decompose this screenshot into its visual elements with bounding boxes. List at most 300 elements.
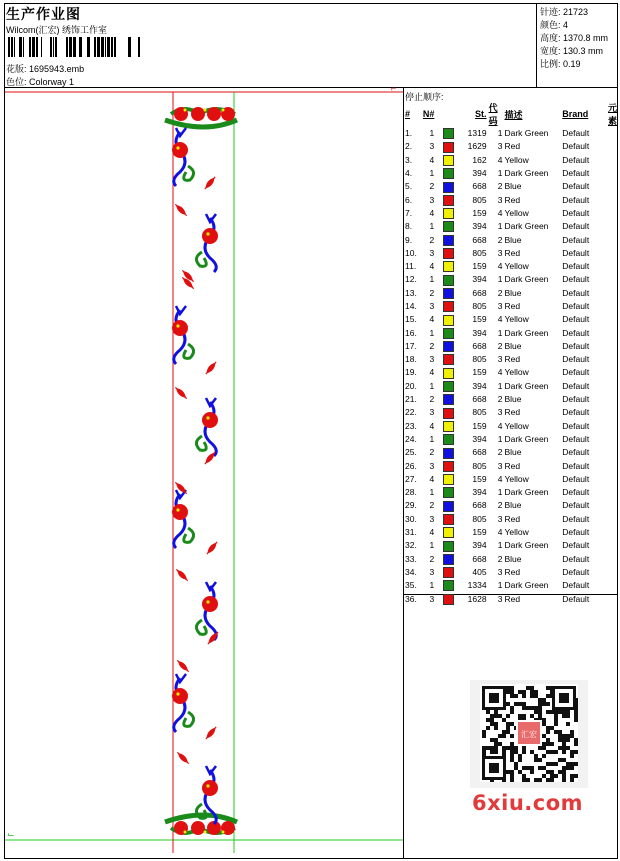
row-needle: 4: [429, 473, 435, 484]
row-index: 1.: [405, 128, 413, 139]
row-stitches: 668: [472, 287, 487, 298]
row-brand: Default: [562, 487, 590, 498]
table-row: [404, 513, 618, 526]
table-row: [404, 486, 618, 499]
flower-motif: [172, 490, 194, 548]
row-stitches: 668: [472, 447, 487, 458]
row-description: Dark Green: [504, 433, 549, 444]
color-swatch: [443, 594, 454, 605]
row-stitches: 805: [472, 407, 487, 418]
row-stitches: 159: [472, 420, 487, 431]
row-swatch: [442, 393, 458, 406]
row-description: Blue: [504, 394, 522, 405]
table-row: [404, 287, 618, 300]
row-brand: Default: [562, 580, 590, 591]
canvas-origin-marker: ⌙: [7, 829, 15, 839]
row-stitches: 1628: [467, 593, 487, 604]
leaf-motif: [176, 659, 191, 674]
embroidery-preview: [5, 88, 403, 858]
row-swatch: [442, 553, 458, 566]
row-brand: Default: [562, 407, 590, 418]
row-stitches: 805: [472, 301, 487, 311]
row-brand: Default: [562, 593, 590, 604]
row-index: 9.: [405, 234, 413, 245]
row-brand: Default: [562, 128, 590, 139]
color-swatch: [443, 421, 454, 432]
row-index: 26.: [405, 460, 417, 471]
row-swatch: [442, 220, 458, 233]
table-row: [404, 127, 618, 140]
row-code: 1: [497, 380, 503, 391]
color-swatch: [443, 448, 454, 459]
leaf-motif: [176, 751, 191, 766]
row-index: 25.: [405, 447, 417, 458]
color-swatch: [443, 288, 454, 299]
row-description: Red: [504, 407, 521, 418]
row-swatch: [442, 526, 458, 539]
row-index: 24.: [405, 433, 417, 444]
row-description: Yellow: [504, 314, 529, 325]
row-code: 1: [497, 128, 503, 139]
row-index: 36.: [405, 593, 417, 604]
row-needle: 3: [429, 566, 435, 577]
row-index: 18.: [405, 354, 417, 365]
row-code: 4: [497, 473, 503, 484]
color-swatch: [443, 142, 454, 153]
row-brand: Default: [562, 460, 590, 471]
table-row: [404, 273, 618, 286]
row-swatch: [442, 193, 458, 206]
watermark-text: 6xiu.com: [472, 791, 584, 815]
row-code: 1: [497, 433, 503, 444]
row-needle: 3: [429, 354, 435, 365]
row-code: 1: [497, 540, 503, 551]
row-code: 3: [497, 407, 503, 418]
row-index: 32.: [405, 540, 417, 551]
row-stitches: 159: [472, 314, 487, 325]
row-brand: Default: [562, 194, 590, 205]
row-index: 6.: [405, 194, 413, 205]
leaf-motif: [174, 203, 189, 218]
row-description: Blue: [504, 447, 522, 458]
row-needle: 1: [429, 487, 435, 498]
design-label: 花版:: [6, 64, 27, 74]
table-row: [404, 446, 618, 459]
row-stitches: 805: [472, 354, 487, 365]
color-swatch: [443, 434, 454, 445]
color-swatch: [443, 155, 454, 166]
stats-panel: [536, 3, 618, 87]
color-swatch: [443, 208, 454, 219]
row-stitches: 159: [472, 473, 487, 484]
row-description: Blue: [504, 234, 522, 245]
row-code: 3: [497, 593, 503, 604]
color-swatch: [443, 394, 454, 405]
table-row: [404, 167, 618, 180]
col-index: #: [405, 109, 411, 119]
row-code: 4: [497, 420, 503, 431]
leaf-motif: [204, 725, 218, 740]
color-swatch: [443, 341, 454, 352]
barcode: [8, 37, 140, 57]
row-code: 2: [497, 287, 503, 298]
row-swatch: [442, 592, 458, 605]
row-index: 17.: [405, 340, 417, 351]
row-swatch: [442, 366, 458, 379]
row-needle: 3: [429, 141, 435, 152]
color-swatch: [443, 474, 454, 485]
design-file-name: 1695943.emb: [29, 64, 85, 74]
table-row: [404, 566, 618, 579]
row-swatch: [442, 140, 458, 153]
row-brand: Default: [562, 540, 590, 551]
row-index: 33.: [405, 553, 417, 564]
row-index: 23.: [405, 420, 417, 431]
leaf-motif: [206, 630, 220, 645]
row-code: 2: [497, 447, 503, 458]
row-stitches: 394: [472, 221, 487, 232]
row-brand: Default: [562, 527, 590, 538]
row-code: 2: [497, 500, 503, 511]
leaf-motif: [204, 360, 218, 375]
row-index: 19.: [405, 367, 417, 378]
row-stitches: 394: [472, 168, 487, 179]
qr-code: [470, 680, 588, 788]
row-needle: 4: [429, 207, 435, 218]
row-stitches: 394: [472, 540, 487, 551]
row-swatch: [442, 539, 458, 552]
color-swatch: [443, 554, 454, 565]
row-swatch: [442, 207, 458, 220]
row-needle: 4: [429, 261, 435, 272]
table-row: [404, 433, 618, 446]
color-swatch: [443, 315, 454, 326]
row-code: 4: [497, 154, 503, 165]
flower-motif: [196, 214, 218, 272]
row-needle: 2: [429, 340, 435, 351]
row-needle: 3: [429, 301, 435, 311]
row-needle: 4: [429, 154, 435, 165]
row-stitches: 805: [472, 513, 487, 524]
row-brand: Default: [562, 420, 590, 431]
row-swatch: [442, 499, 458, 512]
row-index: 2.: [405, 141, 413, 152]
row-swatch: [442, 486, 458, 499]
row-stitches: 1319: [467, 128, 487, 139]
row-description: Dark Green: [504, 487, 549, 498]
table-row: [404, 233, 618, 246]
row-index: 7.: [405, 207, 413, 218]
stat-width: 宽度: 130.3 mm: [540, 46, 604, 56]
stop-sequence-table: [404, 101, 618, 606]
table-row: [404, 526, 618, 539]
table-row: [404, 592, 618, 605]
row-description: Yellow: [504, 527, 529, 538]
row-needle: 1: [429, 128, 435, 139]
row-description: Red: [504, 194, 521, 205]
row-description: Blue: [504, 340, 522, 351]
flower-motif: [172, 674, 194, 732]
row-stitches: 1334: [467, 580, 487, 591]
row-needle: 2: [429, 181, 435, 192]
row-brand: Default: [562, 168, 590, 179]
flower-motif: [172, 306, 194, 364]
row-needle: 4: [429, 527, 435, 538]
row-description: Yellow: [504, 261, 529, 272]
row-brand: Default: [562, 566, 590, 577]
row-index: 16.: [405, 327, 417, 338]
row-stitches: 405: [472, 566, 487, 577]
row-swatch: [442, 566, 458, 579]
row-stitches: 159: [472, 261, 487, 272]
color-swatch: [443, 381, 454, 392]
color-swatch: [443, 168, 454, 179]
color-swatch: [443, 501, 454, 512]
row-brand: Default: [562, 154, 590, 165]
row-index: 3.: [405, 154, 413, 165]
row-code: 2: [497, 234, 503, 245]
row-swatch: [442, 446, 458, 459]
row-swatch: [442, 433, 458, 446]
row-stitches: 159: [472, 527, 487, 538]
row-stitches: 394: [472, 327, 487, 338]
stop-sequence-title: 停止顺序:: [405, 92, 444, 102]
row-description: Dark Green: [504, 128, 549, 139]
row-code: 1: [497, 274, 503, 285]
color-swatch: [443, 580, 454, 591]
table-row: [404, 207, 618, 220]
row-swatch: [442, 420, 458, 433]
row-code: 1: [497, 580, 503, 591]
flower-motif: [172, 128, 194, 186]
leaf-motif: [205, 540, 219, 555]
row-index: 20.: [405, 380, 417, 391]
row-index: 12.: [405, 274, 417, 285]
row-swatch: [442, 154, 458, 167]
colorway-name: Colorway 1: [29, 77, 75, 87]
row-code: 3: [497, 566, 503, 577]
color-swatch: [443, 261, 454, 272]
row-needle: 2: [429, 287, 435, 298]
row-description: Dark Green: [504, 274, 549, 285]
row-description: Dark Green: [504, 327, 549, 338]
col-brand: Brand: [562, 109, 589, 119]
row-swatch: [442, 326, 458, 339]
row-code: 2: [497, 340, 503, 351]
row-code: 3: [497, 513, 503, 524]
leaf-motif: [175, 568, 190, 583]
row-stitches: 668: [472, 340, 487, 351]
row-brand: Default: [562, 340, 590, 351]
leaf-motif: [174, 386, 189, 401]
row-swatch: [442, 287, 458, 300]
row-description: Red: [504, 247, 521, 258]
row-code: 3: [497, 460, 503, 471]
row-index: 31.: [405, 527, 417, 538]
row-needle: 4: [429, 420, 435, 431]
row-description: Dark Green: [504, 580, 549, 591]
row-code: 4: [497, 207, 503, 218]
row-brand: Default: [562, 433, 590, 444]
leaf-motif: [203, 450, 217, 465]
row-index: 10.: [405, 247, 417, 258]
row-needle: 1: [429, 327, 435, 338]
colorway-label: 色位:: [6, 77, 27, 87]
row-needle: 4: [429, 367, 435, 378]
table-row: [404, 140, 618, 153]
color-swatch: [443, 487, 454, 498]
color-swatch: [443, 195, 454, 206]
row-brand: Default: [562, 380, 590, 391]
color-swatch: [443, 461, 454, 472]
color-swatch: [443, 221, 454, 232]
color-swatch: [443, 301, 454, 312]
row-needle: 2: [429, 553, 435, 564]
color-swatch: [443, 527, 454, 538]
row-swatch: [442, 273, 458, 286]
table-row: [404, 499, 618, 512]
row-description: Red: [504, 593, 521, 604]
row-brand: Default: [562, 301, 590, 311]
row-swatch: [442, 247, 458, 260]
row-brand: Default: [562, 181, 590, 192]
row-code: 1: [497, 327, 503, 338]
row-stitches: 668: [472, 394, 487, 405]
row-description: Blue: [504, 181, 522, 192]
row-swatch: [442, 353, 458, 366]
table-row: [404, 326, 618, 339]
row-description: Blue: [504, 500, 522, 511]
row-index: 28.: [405, 487, 417, 498]
row-code: 2: [497, 394, 503, 405]
row-swatch: [442, 260, 458, 273]
row-brand: Default: [562, 287, 590, 298]
table-row: [404, 539, 618, 552]
row-code: 4: [497, 527, 503, 538]
row-needle: 3: [429, 513, 435, 524]
row-description: Yellow: [504, 473, 529, 484]
row-description: Dark Green: [504, 380, 549, 391]
row-needle: 3: [429, 407, 435, 418]
row-description: Red: [504, 354, 521, 365]
row-index: 35.: [405, 580, 417, 591]
row-code: 3: [497, 301, 503, 311]
table-row: [404, 380, 618, 393]
row-index: 8.: [405, 221, 413, 232]
row-swatch: [442, 180, 458, 193]
table-row: [404, 340, 618, 353]
row-brand: Default: [562, 247, 590, 258]
table-row: [404, 220, 618, 233]
row-code: 1: [497, 168, 503, 179]
row-brand: Default: [562, 367, 590, 378]
row-swatch: [442, 233, 458, 246]
design-file-line: [6, 62, 84, 75]
row-swatch: [442, 300, 458, 313]
stat-scale: 比例: 0.19: [540, 59, 581, 69]
row-stitches: 668: [472, 181, 487, 192]
table-row: [404, 459, 618, 472]
page-title: 生产作业图: [6, 6, 81, 22]
row-swatch: [442, 473, 458, 486]
color-swatch: [443, 248, 454, 259]
row-code: 4: [497, 261, 503, 272]
row-index: 4.: [405, 168, 413, 179]
row-index: 21.: [405, 394, 417, 405]
color-swatch: [443, 408, 454, 419]
col-element: 元素: [607, 103, 617, 126]
row-code: 3: [497, 141, 503, 152]
table-row: [404, 180, 618, 193]
row-index: 22.: [405, 407, 417, 418]
row-brand: Default: [562, 553, 590, 564]
color-swatch: [443, 328, 454, 339]
row-description: Yellow: [504, 207, 529, 218]
row-description: Dark Green: [504, 221, 549, 232]
table-row: [404, 313, 618, 326]
row-swatch: [442, 459, 458, 472]
stat-colors: 颜色: 4: [540, 20, 569, 30]
row-stitches: 159: [472, 367, 487, 378]
color-swatch: [443, 275, 454, 286]
flower-motif: [196, 398, 218, 456]
table-row: [404, 193, 618, 206]
row-swatch: [442, 406, 458, 419]
qr-logo-text: 汇宏: [521, 730, 537, 739]
row-brand: Default: [562, 221, 590, 232]
row-index: 13.: [405, 287, 417, 298]
table-row: [404, 553, 618, 566]
table-row: [404, 393, 618, 406]
row-needle: 3: [429, 460, 435, 471]
color-swatch: [443, 567, 454, 578]
row-brand: Default: [562, 513, 590, 524]
row-needle: 1: [429, 168, 435, 179]
row-code: 1: [497, 487, 503, 498]
row-needle: 1: [429, 221, 435, 232]
row-code: 2: [497, 553, 503, 564]
color-swatch: [443, 182, 454, 193]
table-row: [404, 420, 618, 433]
row-stitches: 162: [472, 154, 487, 165]
row-stitches: 394: [472, 433, 487, 444]
row-description: Red: [504, 513, 521, 524]
row-stitches: 394: [472, 380, 487, 391]
table-row: [404, 406, 618, 419]
table-row: [404, 300, 618, 313]
table-header-row: [404, 101, 618, 127]
row-stitches: 1629: [467, 141, 487, 152]
company-name: Wilcom(汇宏) 绣饰工作室: [6, 25, 107, 35]
row-index: 14.: [405, 301, 417, 311]
row-needle: 4: [429, 314, 435, 325]
row-brand: Default: [562, 141, 590, 152]
row-stitches: 668: [472, 500, 487, 511]
canvas-corner-marker: ⌐: [391, 83, 397, 93]
color-swatch: [443, 128, 454, 139]
row-needle: 1: [429, 580, 435, 591]
row-needle: 1: [429, 540, 435, 551]
row-swatch: [442, 167, 458, 180]
stat-height: 高度: 1370.8 mm: [540, 33, 609, 43]
table-row: [404, 353, 618, 366]
flower-motif: [196, 582, 218, 640]
row-description: Red: [504, 141, 521, 152]
col-needle: N#: [422, 109, 435, 119]
table-row: [404, 366, 618, 379]
row-needle: 3: [429, 247, 435, 258]
row-needle: 1: [429, 380, 435, 391]
